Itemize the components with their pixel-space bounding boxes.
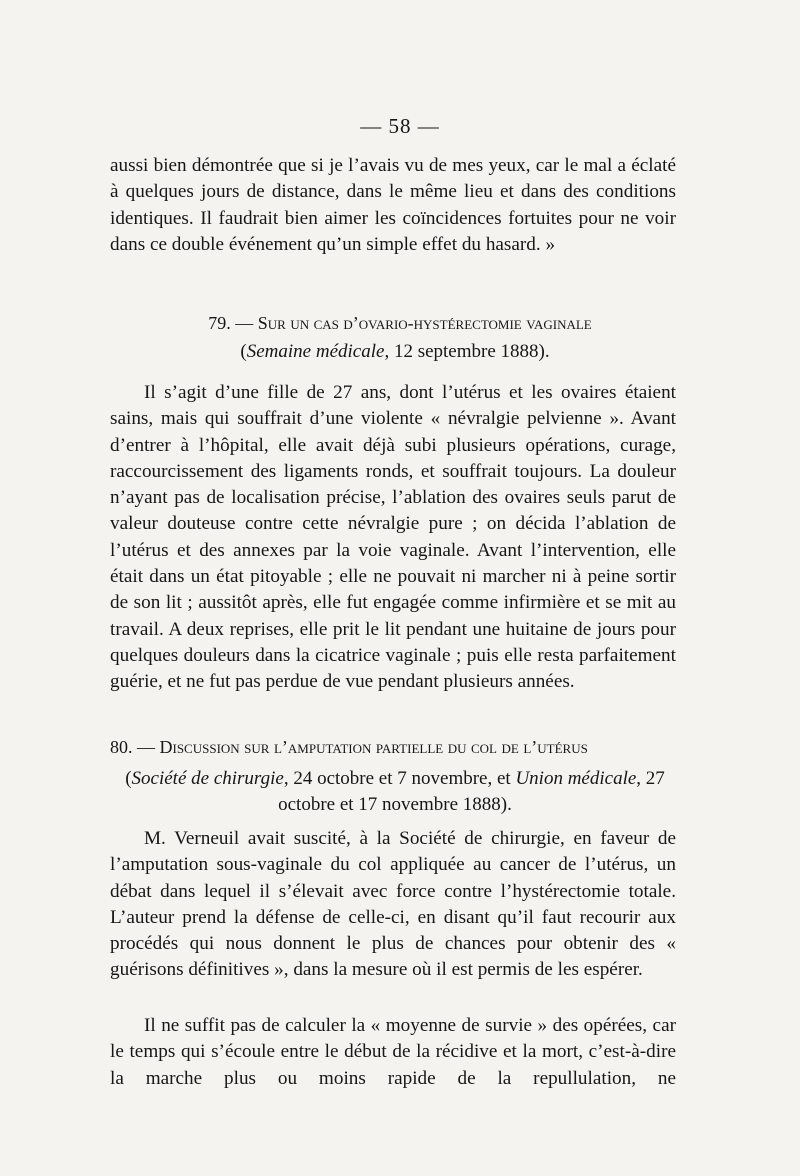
entry-79-paragraph: Il s’agit d’une fille de 27 ans, dont l’utérus et les ovaires étaient sains, mais qui souffrait d’une violente « névralgie pelvienne ». Avant d’entrer à l’hôpital, elle avait déjà subi plusieurs opérations, curage, raccourcissement des ligaments ronds, et souffrait toujours. La douleur n’ayant pas de localisation précise, l’ablation des ovaires seuls parut de valeur douteuse contre cette névralgie pure ; on décida l’ablation de l’utérus et des annexes par la voie vaginale. Avant l’intervention, elle était dans un état pitoyable ; elle ne pouvait ni marcher ni à peine sortir de son lit ; aussitôt après, elle fut engagée comme infirmière et se mit au travail. A deux reprises, elle prit le lit pendant une huitaine de jours pour quelques douleurs dans la cicatrice vaginale ; puis elle resta parfaitement guérie, et ne fut pas perdue de vue pendant plusieurs années. — [110, 382, 676, 693]
intro-paragraph: aussi bien démontrée que si je l’avais vu de mes yeux, car le mal a éclaté à quelques jours de distance, dans le même lieu et dans des conditions identiques. Il faudrait bien aimer les coïncidences fortuites pour ne voir dans ce double événement qu’un simple effet du hasard. » — [110, 155, 676, 255]
entry-80-source: (Société de chirurgie, 24 octobre et 7 novembre, et Union médicale, 27 octobre et 17 novembre 1888). — [125, 768, 665, 815]
entry-80-paragraph-1: M. Verneuil avait suscité, à la Société de chirurgie, en faveur de l’amputation sous-vaginale du col appliquée au cancer de l’utérus, un débat dans lequel il s’élevait avec force contre l’hystérectomie totale. L’auteur prend la défense de celle-ci, en disant qu’il faut recourir aux procédés qui nous donnent le plus de chances pour obtenir des « guérisons définitives », dans la mesure où il est permis de les espérer. — [110, 828, 676, 981]
entry-80-paragraph-2: Il ne suffit pas de calculer la « moyenne de survie » des opérées, car le temps qui s’écoule entre le début de la récidive et la mort, c’est-à-dire la marche plus ou moins rapide de la repullulation, ne — [110, 1015, 676, 1089]
entry-79-source: (Semaine médicale, 12 septembre 1888). — [240, 341, 550, 362]
entry-79-title: Sur un cas d’ovario-hystérectomie vaginale — [257, 313, 592, 333]
entry-80-title: Discussion sur l’amputation partielle du col de l’utérus — [159, 737, 588, 757]
entry-80-heading — [110, 734, 690, 760]
entry-80-journal-2: Union médicale — [515, 768, 637, 789]
entry-80-source-mid: , 24 octobre et 7 novembre, et — [283, 768, 516, 789]
entry-80-number: 80. — — [110, 737, 155, 757]
entry-79-date: , 12 septembre 1888). — [384, 341, 550, 362]
entry-79-heading — [110, 310, 690, 336]
entry-80-date: , 27 octobre et 17 novembre 1888). — [278, 768, 665, 815]
entry-80-journal-1: Société de chirurgie — [131, 768, 284, 789]
page-number: — 58 — — [360, 114, 440, 138]
entry-79-number: 79. — — [208, 313, 254, 333]
entry-79-journal: Semaine médicale — [246, 341, 385, 362]
